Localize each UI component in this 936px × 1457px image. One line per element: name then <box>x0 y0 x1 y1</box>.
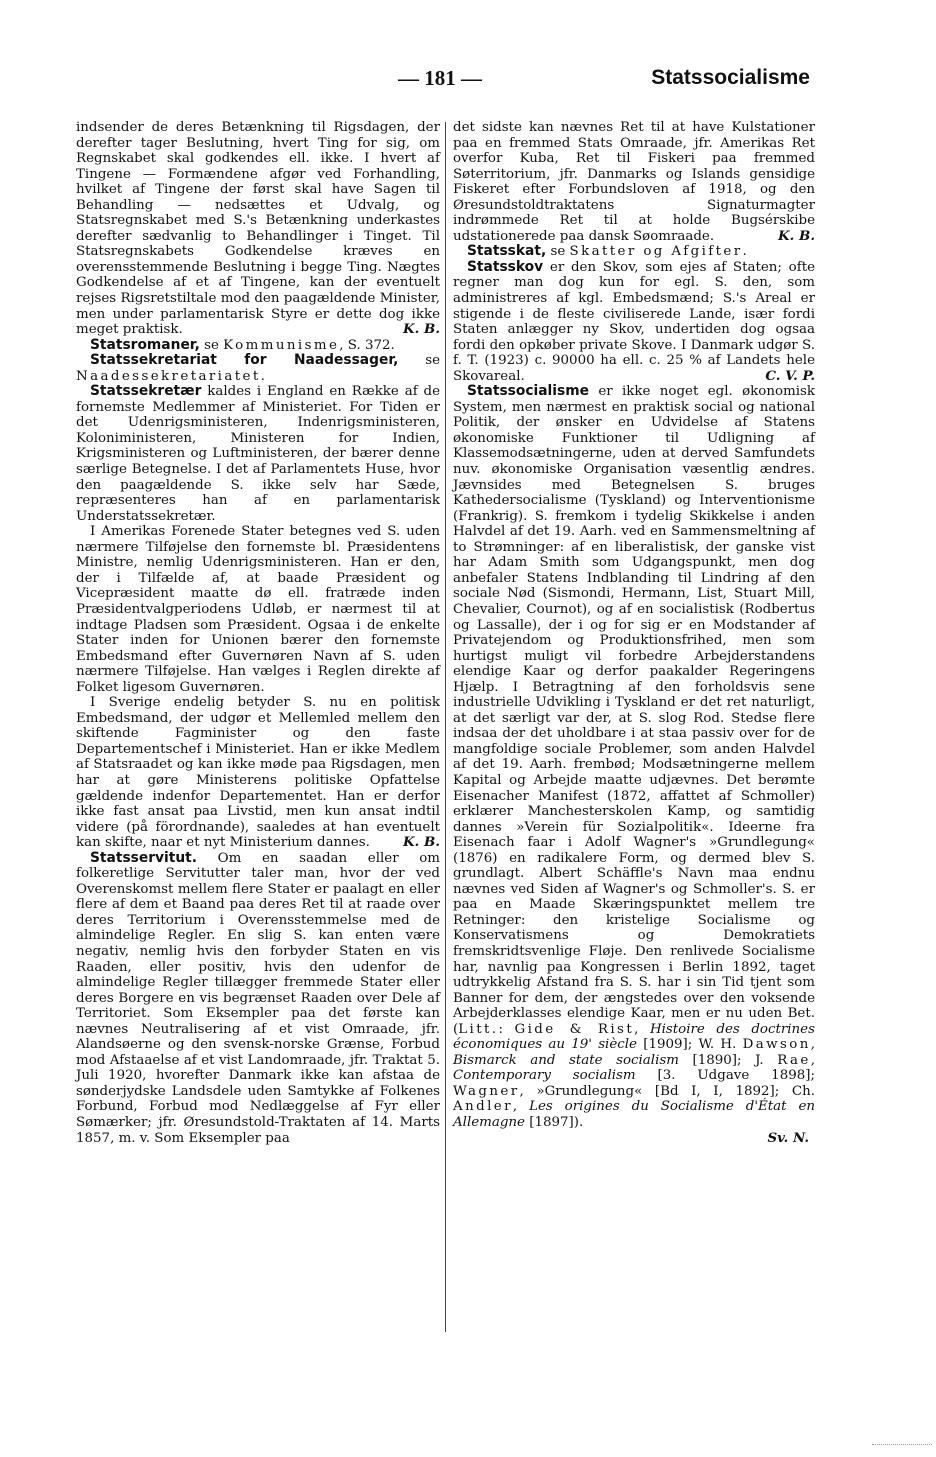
cross-reference: Skatter og Afgifter <box>569 244 743 260</box>
column-divider <box>445 122 446 1332</box>
cross-reference: Kommunisme <box>223 337 340 353</box>
book-title: Contemporary socialism <box>453 1068 636 1084</box>
headword: Statsskov <box>467 258 544 275</box>
entry-continuation: det sidste kan nævnes Ret til at have Kulstationer paa en fremmed Stats Omraade, jfr. Amerikas Ret overfor Kuba, Ret til Fiskeri paa fremmed Søterritorium, jfr. Danmarks og Islands gensidige Fiskeret efter Forbundsloven af 1918, og den Øresundstoldtraktatens Signaturmagter indrømmede Ret til at holde Bugsérskibe udstationerede paa dansk Søomraade. K. B. <box>453 120 815 244</box>
book-title: Bismarck and state socialism <box>453 1052 679 1068</box>
author-signature: K. B. <box>778 227 815 244</box>
cross-reference: Naadessekretariatet <box>76 368 261 384</box>
entry-statsskov <box>453 260 815 384</box>
literature-label: Litt. <box>458 1021 499 1037</box>
entry-statssekretariat: Statssekretariat for Naadessager, se Naadessekretariatet. <box>76 352 440 384</box>
entry-text: Om en saadan eller om folkeretlige Servitutter taler man, hvor der ved Overenskomst mellem flere Stater er paalagt en eller flere af dem et Baand paa deres Ret til at raade over deres Territorium i Overensstemmelse med de almindelige Regler. En slig S. kan enten være negativ, nemlig hvis den forbyder Staten en vis Raaden, eller positiv, hvis den udenfor de almindelige Regler tillægger fremmede Stater eller deres Borgere en vis begrænset Raaden over Dele af Territoriet. Som Eksempler paa det første kan nævnes Neutralisering af et vist Omraade, jfr. Alandsøerne og den svensk-norske Grænse, Forbud mod Afstaaelse af et vist Landomraade, jfr. Traktat 5. Juli 1920, hvorefter Danmark ikke kan afstaa de sønderjydske Landsdele uden Samtykke af Folkenes Forbund, Forbud mod Nedlæggelse af Fyr eller Sømærker; jfr. Øresundstold-Traktaten af 14. Marts 1857, m. v. Som Eksempler paa <box>76 850 440 1146</box>
author-signature: K. B. <box>403 834 440 851</box>
entry-text: er ikke noget egl. økonomisk System, men nærmest en praktisk social og national Politik, der ønsker en Udvidelse af Statens økonomiske Funktioner til Udligning af Klassemodsætningerne, uden at derved Samfundets nuv. økonomiske Organisation væsentlig ændres. Jævnsides med Betegnelsen S. bruges Kathedersocialisme (Tyskland) og Interventionisme (Frankrig). S. fremkom i tydelig Skikkelse i anden Halvdel af det 19. Aarh. ved en Sammensmeltning af to Strømninger: af en liberalistisk, der ganske vist har Adam Smith som Udgangspunkt, men dog anbefaler Statens Indblanding til Lindring af den sociale Nød (Sismondi, Hermann, List, Stuart Mill, Chevalier, Cournot), og af en socialistisk (Rodbertus og Lassalle), der i og for sig er en Modstander af Privatejendom og Produktionsfrihed, men som hurtigst muligt vil forbedre Arbejderstandens elendige Kaar og derfor paakalder Regeringens Hjælp. I Betragtning af den forholdsvis sene industrielle Udvikling i Tyskland er det ret naturligt, at det særligt var der, at S. slog Rod. Stedse flere indsaa der det uholdbare i at staa passiv over for de mangfoldige sociale Problemer, som anden Halvdel af det 19. Aarh. frembød; Modsætningerne mellem Kapital og Arbejde maatte udjævnes. Det berømte Eisenacher Manifest (1872, affattet af Schmoller) erklærer Manchesterskolen Kamp, og samtidig dannes »Verein für Sozialpolitik«. Ideerne fra Eisenach faar i Adolf Wagner's »Grundlegung« (1876) en radikalere Form, og dermed blev S. grundlagt. Albert Schäffle's Navn maa endnu nævnes ved Siden af Wagner's og Schmoller's. S. er paa en Maade Skæringspunktet mellem tre Retninger: den kristelige Socialisme og Konservatismens og Demokratiets fremskridtsvenlige Fløje. Den renlivede Socialisme har, navnlig paa Kongressen i Berlin 1892, taget udtrykkelig Afstand fra S. S. har i sin Tid tjent som Banner for dem, der ængstedes over den voksende Arbejderklasses elendige Kaar, men er nu uden Bet. ( <box>453 384 815 1037</box>
headword: Statssekretariat for Naadessager, <box>90 352 399 369</box>
author-name: Gide & Rist <box>514 1021 635 1037</box>
entry-paragraph: I Amerikas Forenede Stater betegnes ved S. uden nærmere Tilføjelse den fornemste bl. Præsidentens Ministre, nemlig Udenrigsministeren. Han er den, der i Tilfælde af, at baade Præsident og Vicepræsident maatte dø ell. fratræde inden Præsidentvalgperiodens Udløb, er nærmest til at indtage Pladsen som Præsident. Ogsaa i de enkelte Stater inden for Unionen bærer den fornemste Embedsmand efter Guvernøren Navn af S. uden nærmere Tilføjelse. Han vælges i Reglen direkte af Folket ligesom Guvernøren. <box>76 524 440 695</box>
book-title: Les origines du Socialisme d'État en Allemagne <box>453 1099 815 1130</box>
entry-continuation <box>76 120 440 338</box>
entry-text: kaldes i England en Række af de fornemste Medlemmer af Ministeriet. For Tiden er det Udenrigsministeren, Indenrigsministeren, Koloniministeren, Ministeren for Indien, Krigsministeren og Luftministeren, der bærer denne særlige Betegnelse. I det af Parlamentets Huse, hvor den paagældende S. ikke selv har Sæde, repræsenteres han af en parlamentarisk Understatssekretær. <box>76 384 440 524</box>
author-signature: Sv. N. <box>767 1129 809 1146</box>
headword: Statsromaner, <box>90 336 200 353</box>
entry-paragraph: I Sverige endelig betyder S. nu en politisk Embedsmand, der udgør et Mellemled mellem den skiftende Fagminister og den faste Departementschef i Ministeriet. Han er ikke Medlem af Statsraadet og kan ikke møde paa Rigsdagen, men har at gøre Ministerens politiske Opfattelse gældende indenfor Departementet. Han er derfor ikke fast ansat paa Livstid, men kun ansat indtil videre (på förordnande), saaledes at han eventuelt kan skifte, naar et nyt Ministerium dannes. K. B. <box>76 695 440 851</box>
headword: Statsservitut. <box>90 849 197 866</box>
entry-statssekretaer <box>76 384 440 524</box>
entry-text: er den Skov, som ejes af Staten; ofte regner man dog kun for egl. S. den, som administreres af kgl. Embedsmænd; S.'s Areal er stigende i de fleste civiliserede Lande, især fordi Staten anlægger ny Skov, undertiden dog ogsaa fordi den opkøber private Skove. I Danmark udgør S. f. T. (1923) c. 90000 ha ell. c. 25 % af Landets hele Skovareal. <box>453 259 815 384</box>
entry-statsskat: Statsskat, se Skatter og Afgifter. <box>467 243 747 260</box>
author-name: Dawson <box>742 1037 811 1053</box>
entry-statsservitut <box>76 851 440 1146</box>
entry-statssocialisme: Statssocialisme er ikke noget egl. økonomisk System, men nærmest en praktisk social og national Politik, der ønsker en Udvidelse af Statens økonomiske Funktioner til Udligning af Klassemodsætningerne, uden at derved Samfundets nuv. økonomiske Organisation væsentlig ændres. Jævnsides med Betegnelsen S. bruges Kathedersocialisme (Tyskland) og Interventionisme (Frankrig). S. fremkom i tydelig Skikkelse i anden Halvdel af det 19. Aarh. ved en Sammensmeltning af to Strømninger: af en liberalistisk, der ganske vist har Adam Smith som Udgangspunkt, men dog anbefaler Statens Indblanding til Lindring af den sociale Nød (Sismondi, Hermann, List, Stuart Mill, Chevalier, Cournot), og af en socialistisk (Rodbertus og Lassalle), der i og for sig er en Modstander af Privatejendom og Produktionsfrihed, men som hurtigst muligt vil forbedre Arbejderstandens elendige Kaar og derfor paakalder Regeringens Hjælp. I Betragtning af den forholdsvis sene industrielle Udvikling i Tyskland er det ret naturligt, at det særligt var der, at S. slog Rod. Stedse flere indsaa der det uholdbare i at staa passiv over for de mangfoldige sociale Problemer, som anden Halvdel af det 19. Aarh. frembød; Modsætningerne mellem Kapital og Arbejde maatte udjævnes. Det berømte Eisenacher Manifest (1872, affattet af Schmoller) erklærer Manchesterskolen Kamp, og samtidig dannes »Verein für Sozialpolitik«. Ideerne fra Eisenach faar i Adolf Wagner's »Grundlegung« (1876) en radikalere Form, og dermed blev S. grundlagt. Albert Schäffle's Navn maa endnu nævnes ved Siden af Wagner's og Schmoller's. S. er paa en Maade Skæringspunktet mellem tre Retninger: den kristelige Socialisme og Konservatismens og Demokratiets fremskridtsvenlige Fløje. Den renlivede Socialisme har, navnlig paa Kongressen i Berlin 1892, taget udtrykkelig Afstand fra S. S. har i sin Tid tjent som Banner for dem, der ængstedes over den voksende Arbejderklasses elendige Kaar, men er nu uden Bet. (Litt.: Gide & Rist, Histoire des doctrines économiques au 19' siècle [1909]; W. H. Dawson, Bismarck and state socialism [1890]; J. Rae, Contemporary socialism [3. Udgave 1898]; Wagner, »Grundlegung« [Bd I, I, 1892]; Ch. Andler, Les origines du Socialisme d'État en Allemagne [1897]). <box>453 383 815 1130</box>
right-column <box>453 120 815 1146</box>
entry-statsromaner: Statsromaner, se Kommunisme, S. 372. <box>90 336 395 353</box>
headword: Statsskat, <box>467 243 547 260</box>
entry-text: indsender de deres Betænkning til Rigsdagen, der derefter tager Beslutning, hvert Ting for sig, om Regnskabet skal godkendes ell. ikke. I hvert af Tingene — Formændene afgør ved Forhandling, hvilket af Tingene der først skal have Sagen til Behandling — nedsættes et Udvalg, og Statsregnskabet med S.'s Betænkning underkastes derefter sædvanlig to Behandlinger i Tinget. Til Statsregnskabets Godkendelse kræves en overensstemmende Beslutning i begge Ting. Nægtes Godkendelse af et af Tingene, kan der eventuelt rejses Rigsretstiltale mod den paagældende Minister, men under parlamentarisk Styre er dette dog ikke meget praktisk. <box>76 120 440 338</box>
author-name: Wagner <box>453 1083 520 1099</box>
author-name: Andler <box>453 1099 513 1115</box>
page-number: — 181 — <box>398 66 482 90</box>
scan-mark <box>872 1444 932 1447</box>
author-signature: K. B. <box>403 321 440 338</box>
running-head: Statssocialisme <box>651 66 810 89</box>
author-signature: C. V. P. <box>765 367 815 384</box>
left-column <box>76 120 440 1146</box>
headword: Statssekretær <box>90 383 202 400</box>
book-title: Histoire des doctrines économiques au 19' siècle <box>453 1021 815 1053</box>
headword: Statssocialisme <box>467 383 589 400</box>
author-name: Rae <box>777 1052 811 1068</box>
page-header <box>76 66 816 96</box>
